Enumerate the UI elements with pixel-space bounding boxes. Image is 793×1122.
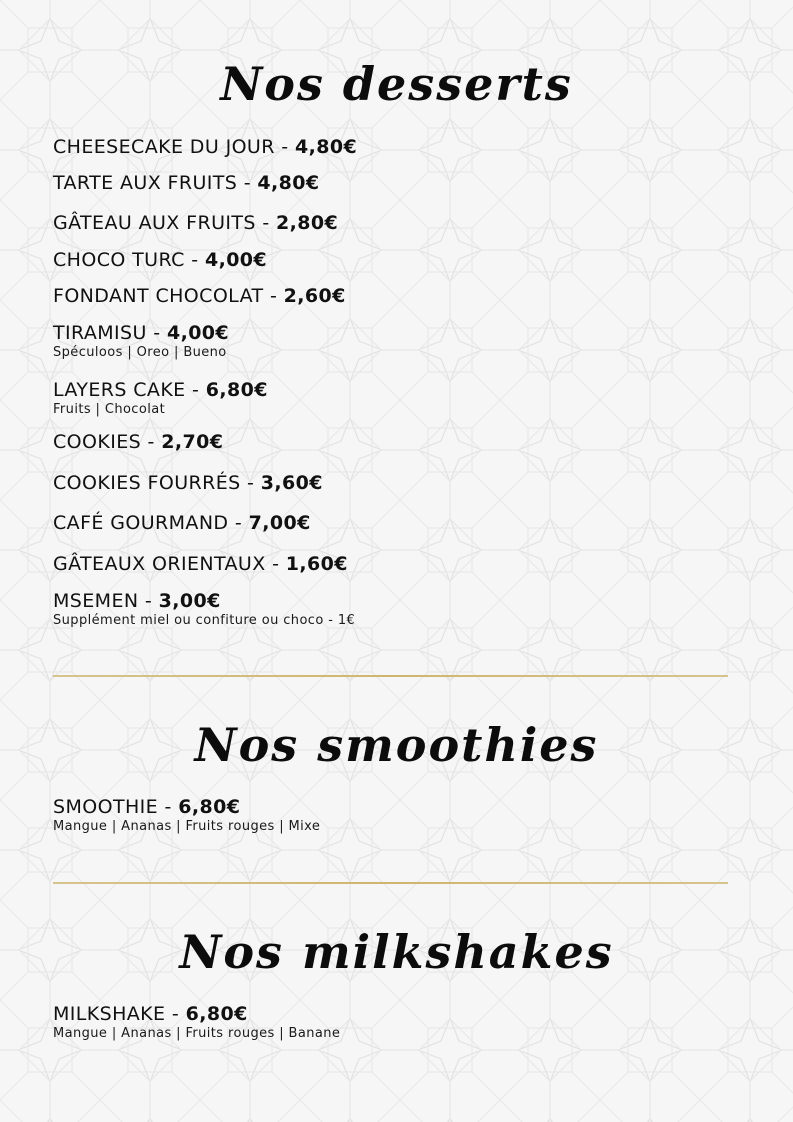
item-price: 4,80€ — [257, 172, 320, 194]
item-separator: - — [228, 512, 249, 534]
menu-item-line — [53, 795, 320, 819]
item-separator: - — [141, 431, 162, 453]
menu-item-line — [53, 248, 267, 272]
smoothies-title: Nos smoothies — [194, 718, 599, 772]
item-description: Spéculoos | Oreo | Bueno — [53, 345, 227, 360]
item-description: Fruits | Chocolat — [53, 402, 166, 417]
item-name: CAFÉ GOURMAND — [53, 512, 229, 534]
item-price: 7,00€ — [248, 512, 311, 534]
item-name: TIRAMISU — [53, 322, 147, 344]
item-separator: - — [274, 136, 295, 158]
item-name: GÂTEAU AUX FRUITS — [53, 212, 256, 234]
menu-item-line — [53, 552, 348, 576]
item-name: COOKIES — [53, 431, 142, 453]
item-separator: - — [263, 285, 284, 307]
menu-item-line — [53, 471, 323, 495]
item-description: Mangue | Ananas | Fruits rouges | Mixe — [53, 819, 321, 834]
item-name: FONDANT CHOCOLAT — [53, 285, 264, 307]
item-separator: - — [265, 553, 286, 575]
item-name: LAYERS CAKE — [53, 379, 186, 401]
item-price: 6,80€ — [178, 796, 241, 818]
menu-item-line — [53, 135, 357, 159]
menu-item — [53, 211, 338, 235]
menu-item — [53, 321, 229, 361]
section-divider — [53, 882, 728, 884]
item-separator: - — [240, 472, 261, 494]
item-name: MSEMEN — [53, 590, 139, 612]
menu-item-line — [53, 1002, 340, 1026]
item-name: MILKSHAKE — [53, 1003, 166, 1025]
item-separator: - — [165, 1003, 186, 1025]
item-price: 2,80€ — [276, 212, 339, 234]
item-separator: - — [184, 249, 205, 271]
item-separator: - — [138, 590, 159, 612]
menu-item-line — [53, 321, 229, 345]
menu-item-line — [53, 211, 338, 235]
item-price: 4,80€ — [294, 136, 358, 158]
item-price: 2,70€ — [161, 431, 224, 453]
item-price: 2,60€ — [283, 285, 346, 307]
item-separator: - — [237, 172, 258, 194]
item-name: SMOOTHIE — [53, 796, 159, 818]
item-description: Supplément miel ou confiture ou choco - 1€ — [53, 613, 356, 628]
item-price: 3,00€ — [158, 590, 221, 612]
item-name: COOKIES FOURRÉS — [53, 472, 241, 494]
item-price: 4,00€ — [204, 249, 268, 271]
item-price: 6,80€ — [185, 1003, 248, 1025]
section-divider — [53, 675, 728, 677]
menu-item-line — [53, 511, 311, 535]
menu-item-line — [53, 378, 268, 402]
menu-item — [53, 284, 346, 308]
menu-item-line — [53, 430, 223, 454]
item-name: CHEESECAKE DU JOUR — [53, 136, 275, 158]
item-price: 3,60€ — [260, 472, 323, 494]
item-description: Mangue | Ananas | Fruits rouges | Banane — [53, 1026, 341, 1041]
menu-item — [53, 552, 348, 576]
menu-item-line — [53, 589, 355, 613]
desserts-title: Nos desserts — [220, 57, 573, 111]
milkshakes-title: Nos milkshakes — [179, 925, 614, 979]
menu-item — [53, 795, 320, 835]
item-name: CHOCO TURC — [53, 249, 185, 271]
menu-item — [53, 430, 223, 454]
item-price: 6,80€ — [205, 379, 268, 401]
menu-item-line — [53, 171, 320, 195]
menu-item — [53, 511, 311, 535]
item-separator: - — [146, 322, 167, 344]
menu-item — [53, 1002, 340, 1042]
item-price: 1,60€ — [285, 553, 348, 575]
menu-item — [53, 471, 323, 495]
menu-item-line — [53, 284, 346, 308]
item-separator: - — [158, 796, 179, 818]
menu-item — [53, 135, 357, 159]
menu-item — [53, 378, 268, 418]
menu-item — [53, 589, 355, 629]
item-separator: - — [185, 379, 206, 401]
menu-item — [53, 248, 267, 272]
item-separator: - — [255, 212, 277, 234]
item-name: GÂTEAUX ORIENTAUX — [53, 553, 266, 575]
menu-item — [53, 171, 320, 195]
item-price: 4,00€ — [166, 322, 230, 344]
item-name: TARTE AUX FRUITS — [53, 172, 238, 194]
